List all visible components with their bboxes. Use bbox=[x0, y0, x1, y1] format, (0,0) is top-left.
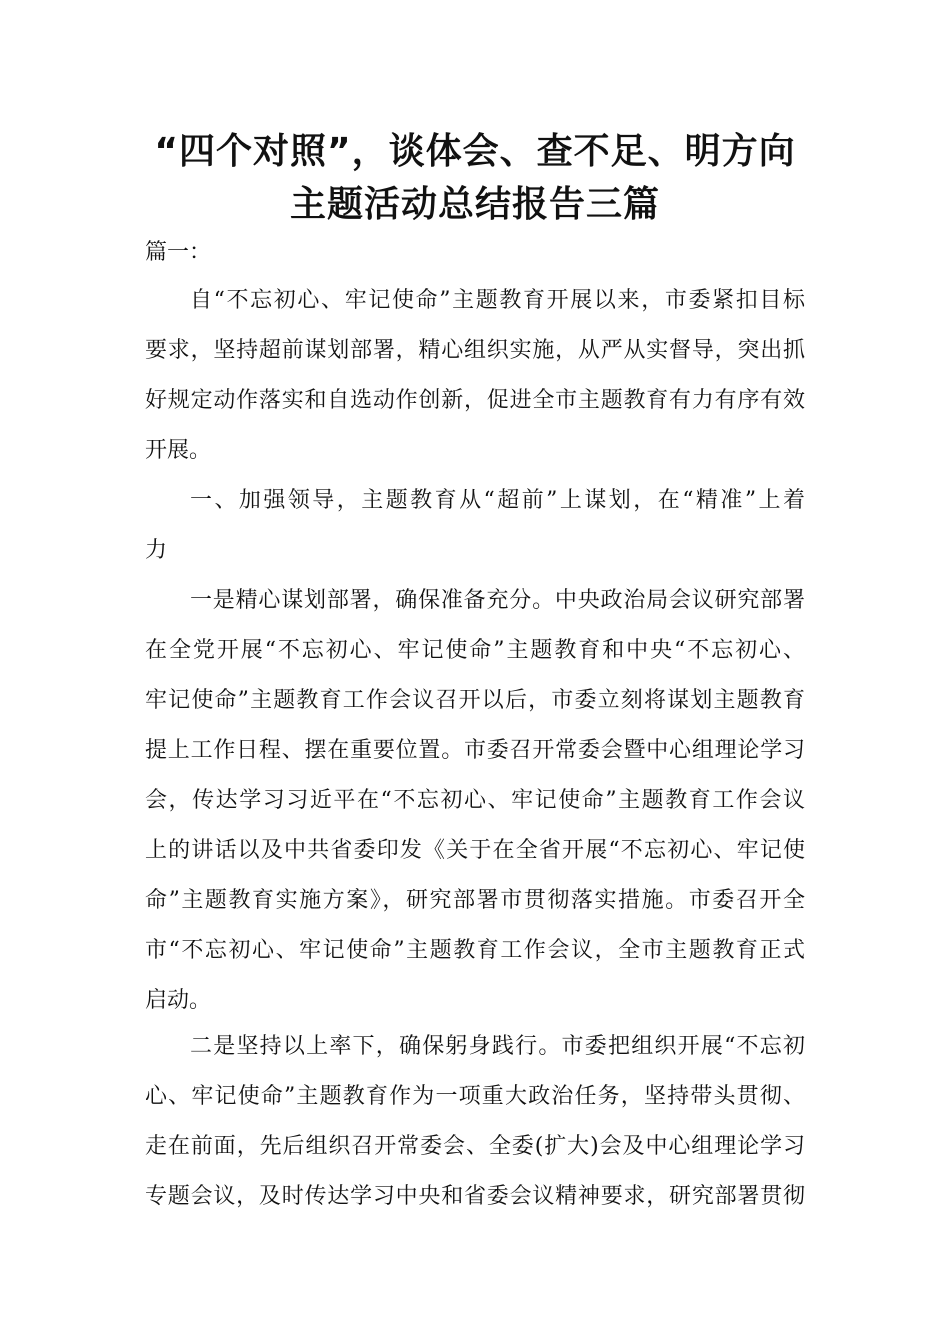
paragraph-2-heading bbox=[145, 476, 805, 576]
document-title-line-2: 主题活动总结报告三篇 bbox=[289, 184, 660, 225]
paragraph-line: 走在前面，先后组织召开常委会、全委(扩大)会及中心组理论学习 bbox=[145, 1134, 805, 1159]
paragraph-line: 开展。 bbox=[145, 438, 212, 463]
paragraph-line: 心、牢记使命”主题教育作为一项重大政治任务，坚持带头贯彻、 bbox=[145, 1084, 805, 1109]
paragraph-1 bbox=[145, 276, 805, 476]
paragraph-line: 一是精心谋划部署，确保准备充分。中央政治局会议研究部署 bbox=[190, 588, 805, 613]
document-title-line-1: “四个对照”，谈体会、查不足、明方向 bbox=[154, 131, 796, 172]
paragraph-line: 专题会议，及时传达学习中央和省委会议精神要求，研究部署贯彻 bbox=[145, 1184, 805, 1209]
paragraph-line: 二是坚持以上率下，确保躬身践行。市委把组织开展“不忘初 bbox=[190, 1034, 805, 1059]
paragraph-line: 自“不忘初心、牢记使命”主题教育开展以来，市委紧扣目标 bbox=[190, 288, 805, 313]
paragraph-line: 一、加强领导，主题教育从“超前”上谋划，在“精准”上着 bbox=[190, 488, 805, 513]
paragraph-line: 会，传达学习习近平在“不忘初心、牢记使命”主题教育工作会议 bbox=[145, 788, 805, 813]
paragraph-line: 上的讲话以及中共省委印发《关于在全省开展“不忘初心、牢记使 bbox=[145, 838, 805, 863]
paragraph-line: 要求，坚持超前谋划部署，精心组织实施，从严从实督导，突出抓 bbox=[145, 338, 805, 363]
section-label: 篇一： bbox=[145, 240, 212, 265]
paragraph-line: 好规定动作落实和自选动作创新，促进全市主题教育有力有序有效 bbox=[145, 388, 805, 413]
paragraph-3 bbox=[145, 576, 805, 1026]
paragraph-line: 提上工作日程、摆在重要位置。市委召开常委会暨中心组理论学习 bbox=[145, 738, 805, 763]
paragraph-4 bbox=[145, 1022, 805, 1222]
paragraph-line: 命”主题教育实施方案》，研究部署市贯彻落实措施。市委召开全 bbox=[145, 888, 805, 913]
paragraph-line: 力 bbox=[145, 538, 168, 563]
paragraph-line: 在全党开展“不忘初心、牢记使命”主题教育和中央“不忘初心、 bbox=[145, 638, 805, 663]
paragraph-line: 市“不忘初心、牢记使命”主题教育工作会议，全市主题教育正式 bbox=[145, 938, 805, 963]
paragraph-line: 启动。 bbox=[145, 988, 212, 1013]
paragraph-line: 牢记使命”主题教育工作会议召开以后，市委立刻将谋划主题教育 bbox=[145, 688, 805, 713]
